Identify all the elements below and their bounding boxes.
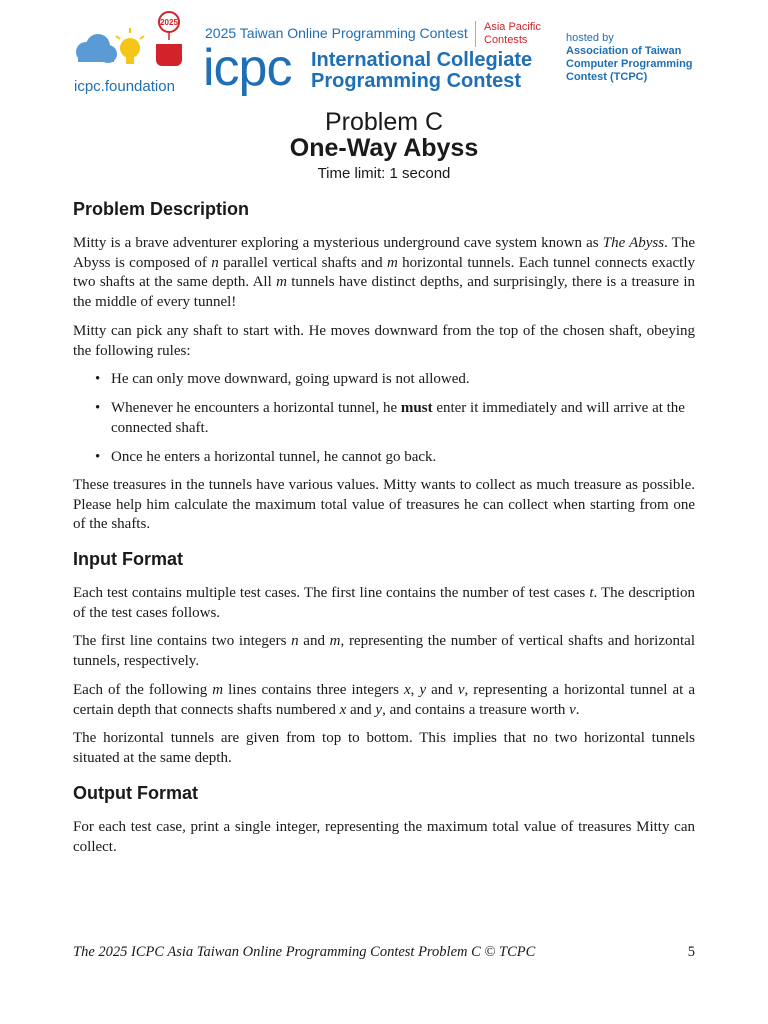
description-paragraph-2: Mitty can pick any shaft to start with. He moves downward from the top of the chosen shaft, obeying the following rules:	[73, 323, 695, 359]
foundation-name: icpc.foundation	[74, 78, 175, 95]
header-banner	[72, 10, 696, 98]
description-paragraph-3: These treasures in the tunnels have various values. Mitty wants to collect as much treasure as possible. Please help him calculate the maximum total value of treasures he can collect when starting from one of the shafts.	[73, 477, 695, 532]
host-block	[566, 32, 702, 84]
time-limit: Time limit: 1 second	[317, 165, 451, 182]
section-heading-output: Output Format	[73, 783, 198, 803]
section-heading-input: Input Format	[73, 549, 183, 569]
bullet-icon: •	[95, 400, 101, 416]
problem-title: One-Way Abyss	[289, 134, 479, 162]
icpc-full-name	[311, 50, 532, 92]
host-organization: Association of Taiwan Computer Programming Contest (TCPC)	[566, 45, 693, 83]
bullet-icon: •	[95, 371, 101, 387]
bullet-icon: •	[95, 449, 101, 465]
contest-name: 2025 Taiwan Online Programming Contest	[205, 25, 468, 41]
description-paragraph-1: Mitty is a brave adventurer exploring a mysterious underground cave system known as The Abyss. The Abyss is composed of n parallel vertical shafts and m horizontal tunnels. Each tunnel connects exactly two shafts at the same depth. All m tunnels have distinct depths, and surprisingly, there is a treasure in the middle of every tunnel!	[73, 235, 696, 310]
input-paragraph-4: The horizontal tunnels are given from top to bottom. This implies that no two horizontal tunnels situated at the same depth.	[73, 730, 695, 766]
list-item: • Once he enters a horizontal tunnel, he cannot go back.	[95, 448, 695, 468]
output-paragraph-1: For each test case, print a single integer, representing the maximum total value of treasures Mitty can collect.	[73, 819, 695, 855]
icpc-wordmark: icpc	[203, 39, 292, 97]
cloud-icon	[76, 34, 117, 63]
full-name-line2: Programming Contest	[311, 70, 522, 92]
input-paragraph-3: Each of the following m lines contains three integers x, y and v, representing a horizontal tunnel at a certain depth that connects shafts numbered x and y, and contains a treasure worth v.	[73, 682, 695, 718]
icpc-foundation-logo	[72, 10, 190, 70]
region-label: Asia Pacific Contests	[475, 21, 548, 47]
hosted-by-label: hosted by	[566, 32, 614, 44]
section-heading-description: Problem Description	[73, 199, 250, 219]
problem-label: Problem C	[324, 108, 444, 136]
year-badge-icon	[156, 12, 182, 66]
page-footer: The 2025 ICPC Asia Taiwan Online Programming Contest Problem C © TCPC	[73, 944, 536, 960]
input-paragraph-2: The first line contains two integers n and m, representing the number of vertical shafts and horizontal tunnels, respectively.	[73, 633, 695, 669]
list-item: • He can only move downward, going upward is not allowed.	[95, 370, 695, 390]
lightbulb-icon	[116, 28, 144, 64]
page-number: 5	[687, 944, 695, 960]
foundation-year: 2025	[160, 18, 178, 27]
full-name-line1: International Collegiate	[311, 49, 533, 71]
list-item: • Whenever he encounters a horizontal tunnel, he must enter it immediately and will arrive at the connected shaft.	[95, 400, 685, 436]
input-paragraph-1: Each test contains multiple test cases. The first line contains the number of test cases t. The description of the test cases follows.	[73, 585, 695, 621]
